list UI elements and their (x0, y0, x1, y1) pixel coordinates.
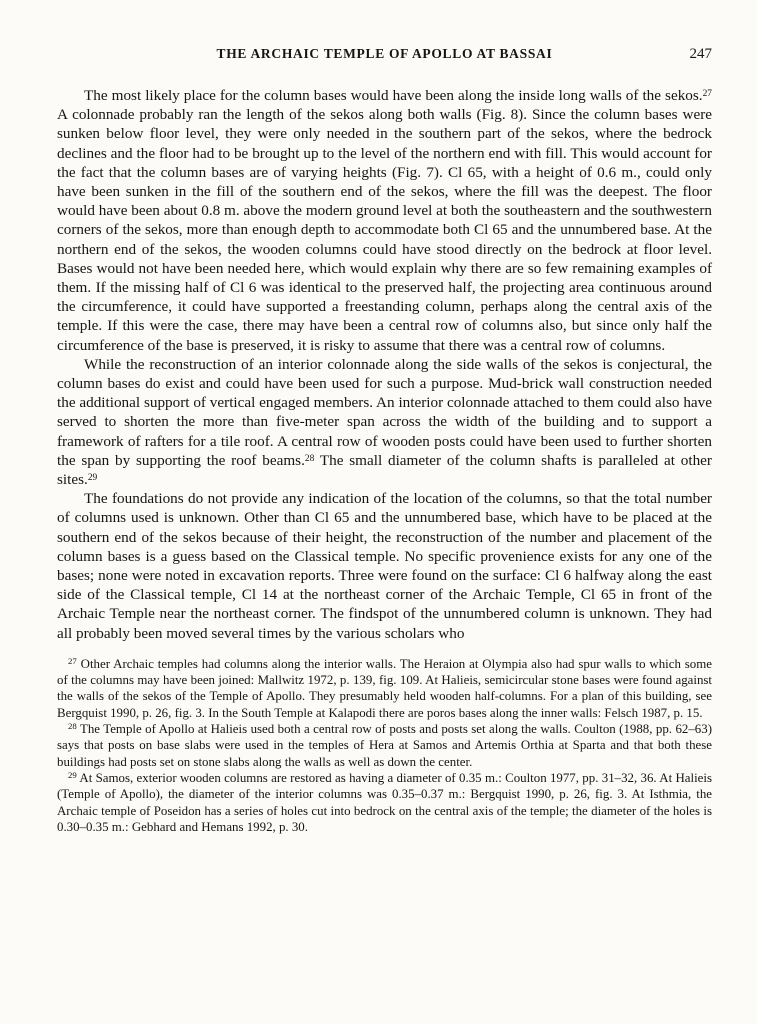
page-number: 247 (689, 46, 712, 62)
footnote-ref-27: 27 (702, 88, 712, 99)
footnote-27 (57, 656, 712, 721)
running-header (57, 46, 712, 66)
paragraph-2-text: While the reconstruction of an interior colonnade along the side walls of the sekos is conjectural, the column bases do exist and could have been used for such a purpose. Mud-brick wall construction needed the additional support of vertical engaged members. An interior colonnade attached to them could also have served to shorten the more than five-meter span across the width of the building and to support a framework of rafters for a tile roof. A central row of wooden posts could have been used to further shorten the span by supporting the roof beams. (57, 355, 712, 469)
footnote-28-number: 28 (68, 721, 77, 732)
footnote-ref-28: 28 (304, 453, 315, 464)
footnotes-section (57, 656, 712, 835)
running-title: THE ARCHAIC TEMPLE OF APOLLO AT BASSAI (216, 46, 553, 61)
paragraph-1-text-continued: A colonnade probably ran the length of the sekos along both walls (Fig. 8). Since the column bases were sunken below floor level, they were only needed in the southern part of the sekos, where the bedrock declines and the floor had to be brought up to the level of the northern end with fill. This would account for the fact that the column bases are of varying heights (Fig. 7). Cl 65, with a height of 0.6 m., could only have been sunken in the fill of the southern end of the sekos, where the fill was the deepest. The floor would have been about 0.8 m. above the modern ground level at both the southeastern and the southwestern corners of the sekos, more than enough depth to accommodate both Cl 65 and the unnumbered base. At the northern end of the sekos, the wooden columns could have stood directly on the bedrock at floor level. Bases would not have been needed here, which would explain why there are so few remaining examples of them. If the missing half of Cl 6 was identical to the preserved half, the projecting area continuous around the circumference, it could have supported a freestanding column, perhaps along the central axis of the temple. If this were the case, there may have been a central row of columns also, but since only half the circumference of the base is preserved, it is risky to assume that there was a central row of columns. (57, 106, 712, 354)
footnote-28-text: The Temple of Apollo at Halieis used both a central row of posts and posts set along the walls. Coulton (1988, pp. 62–63) says that posts on base slabs were used in the temples of Hera at Samos and Artemis Orthia at Sparta and that both these buildings had posts set on stone slabs along the walls as well as down the center. (57, 722, 712, 769)
footnote-29-number: 29 (68, 770, 77, 781)
footnote-ref-29: 29 (87, 472, 98, 483)
body-paragraph-2 (57, 355, 712, 489)
footnote-27-text: Other Archaic temples had columns along the interior walls. The Heraion at Olympia also had spur walls to which some of the columns may have been joined: Mallwitz 1972, p. 139, fig. 109. At Halieis, semicircular stone bases were found against the walls of the sekos of the Temple of Apollo. They presumably held wooden half-columns. For a plan of this building, see Bergquist 1990, p. 26, fig. 3. In the South Temple at Kalapodi there are poros bases along the inner walls: Felsch 1987, p. 15. (57, 656, 712, 720)
footnote-27-number: 27 (68, 655, 77, 666)
footnote-29-text: At Samos, exterior wooden columns are restored as having a diameter of 0.35 m.: Coulton 1977, pp. 31–32, 36. At Halieis (Temple of Apollo), the diameter of the interior columns was 0.35–0.37 m.: Bergquist 1990, p. 26, fig. 3. At Isthmia, the Archaic temple of Poseidon has a series of holes cut into bedrock on the central axis of the temple; the diameter of the holes is 0.30–0.35 m.: Gebhard and Hemans 1992, p. 30. (57, 770, 712, 834)
paragraph-2-text-continued: The small diameter of the column shafts is paralleled at other sites. (57, 451, 712, 489)
footnote-29 (57, 770, 712, 835)
body-text (57, 86, 712, 643)
paragraph-3-text: The foundations do not provide any indication of the location of the columns, so that the total number of columns used is unknown. Other than Cl 65 and the unnumbered base, which have to be placed at the southern end of the sekos because of their height, the reconstruction of the number and placement of the column bases is a guess based on the Classical temple. No specific provenience exists for any one of the bases; none were noted in excavation reports. Three were found on the surface: Cl 6 halfway along the east side of the Classical temple, Cl 14 at the northeast corner of the Archaic Temple, Cl 65 in front of the Archaic Temple near the northeast corner. The findspot of the unnumbered column is unknown. They had all probably been moved several times by the various scholars who (57, 490, 712, 642)
body-paragraph-3 (57, 489, 712, 643)
body-paragraph-1 (57, 86, 712, 355)
footnote-28 (57, 721, 712, 770)
paragraph-1-text: The most likely place for the column bases would have been along the inside long walls of the sekos. (84, 87, 703, 104)
